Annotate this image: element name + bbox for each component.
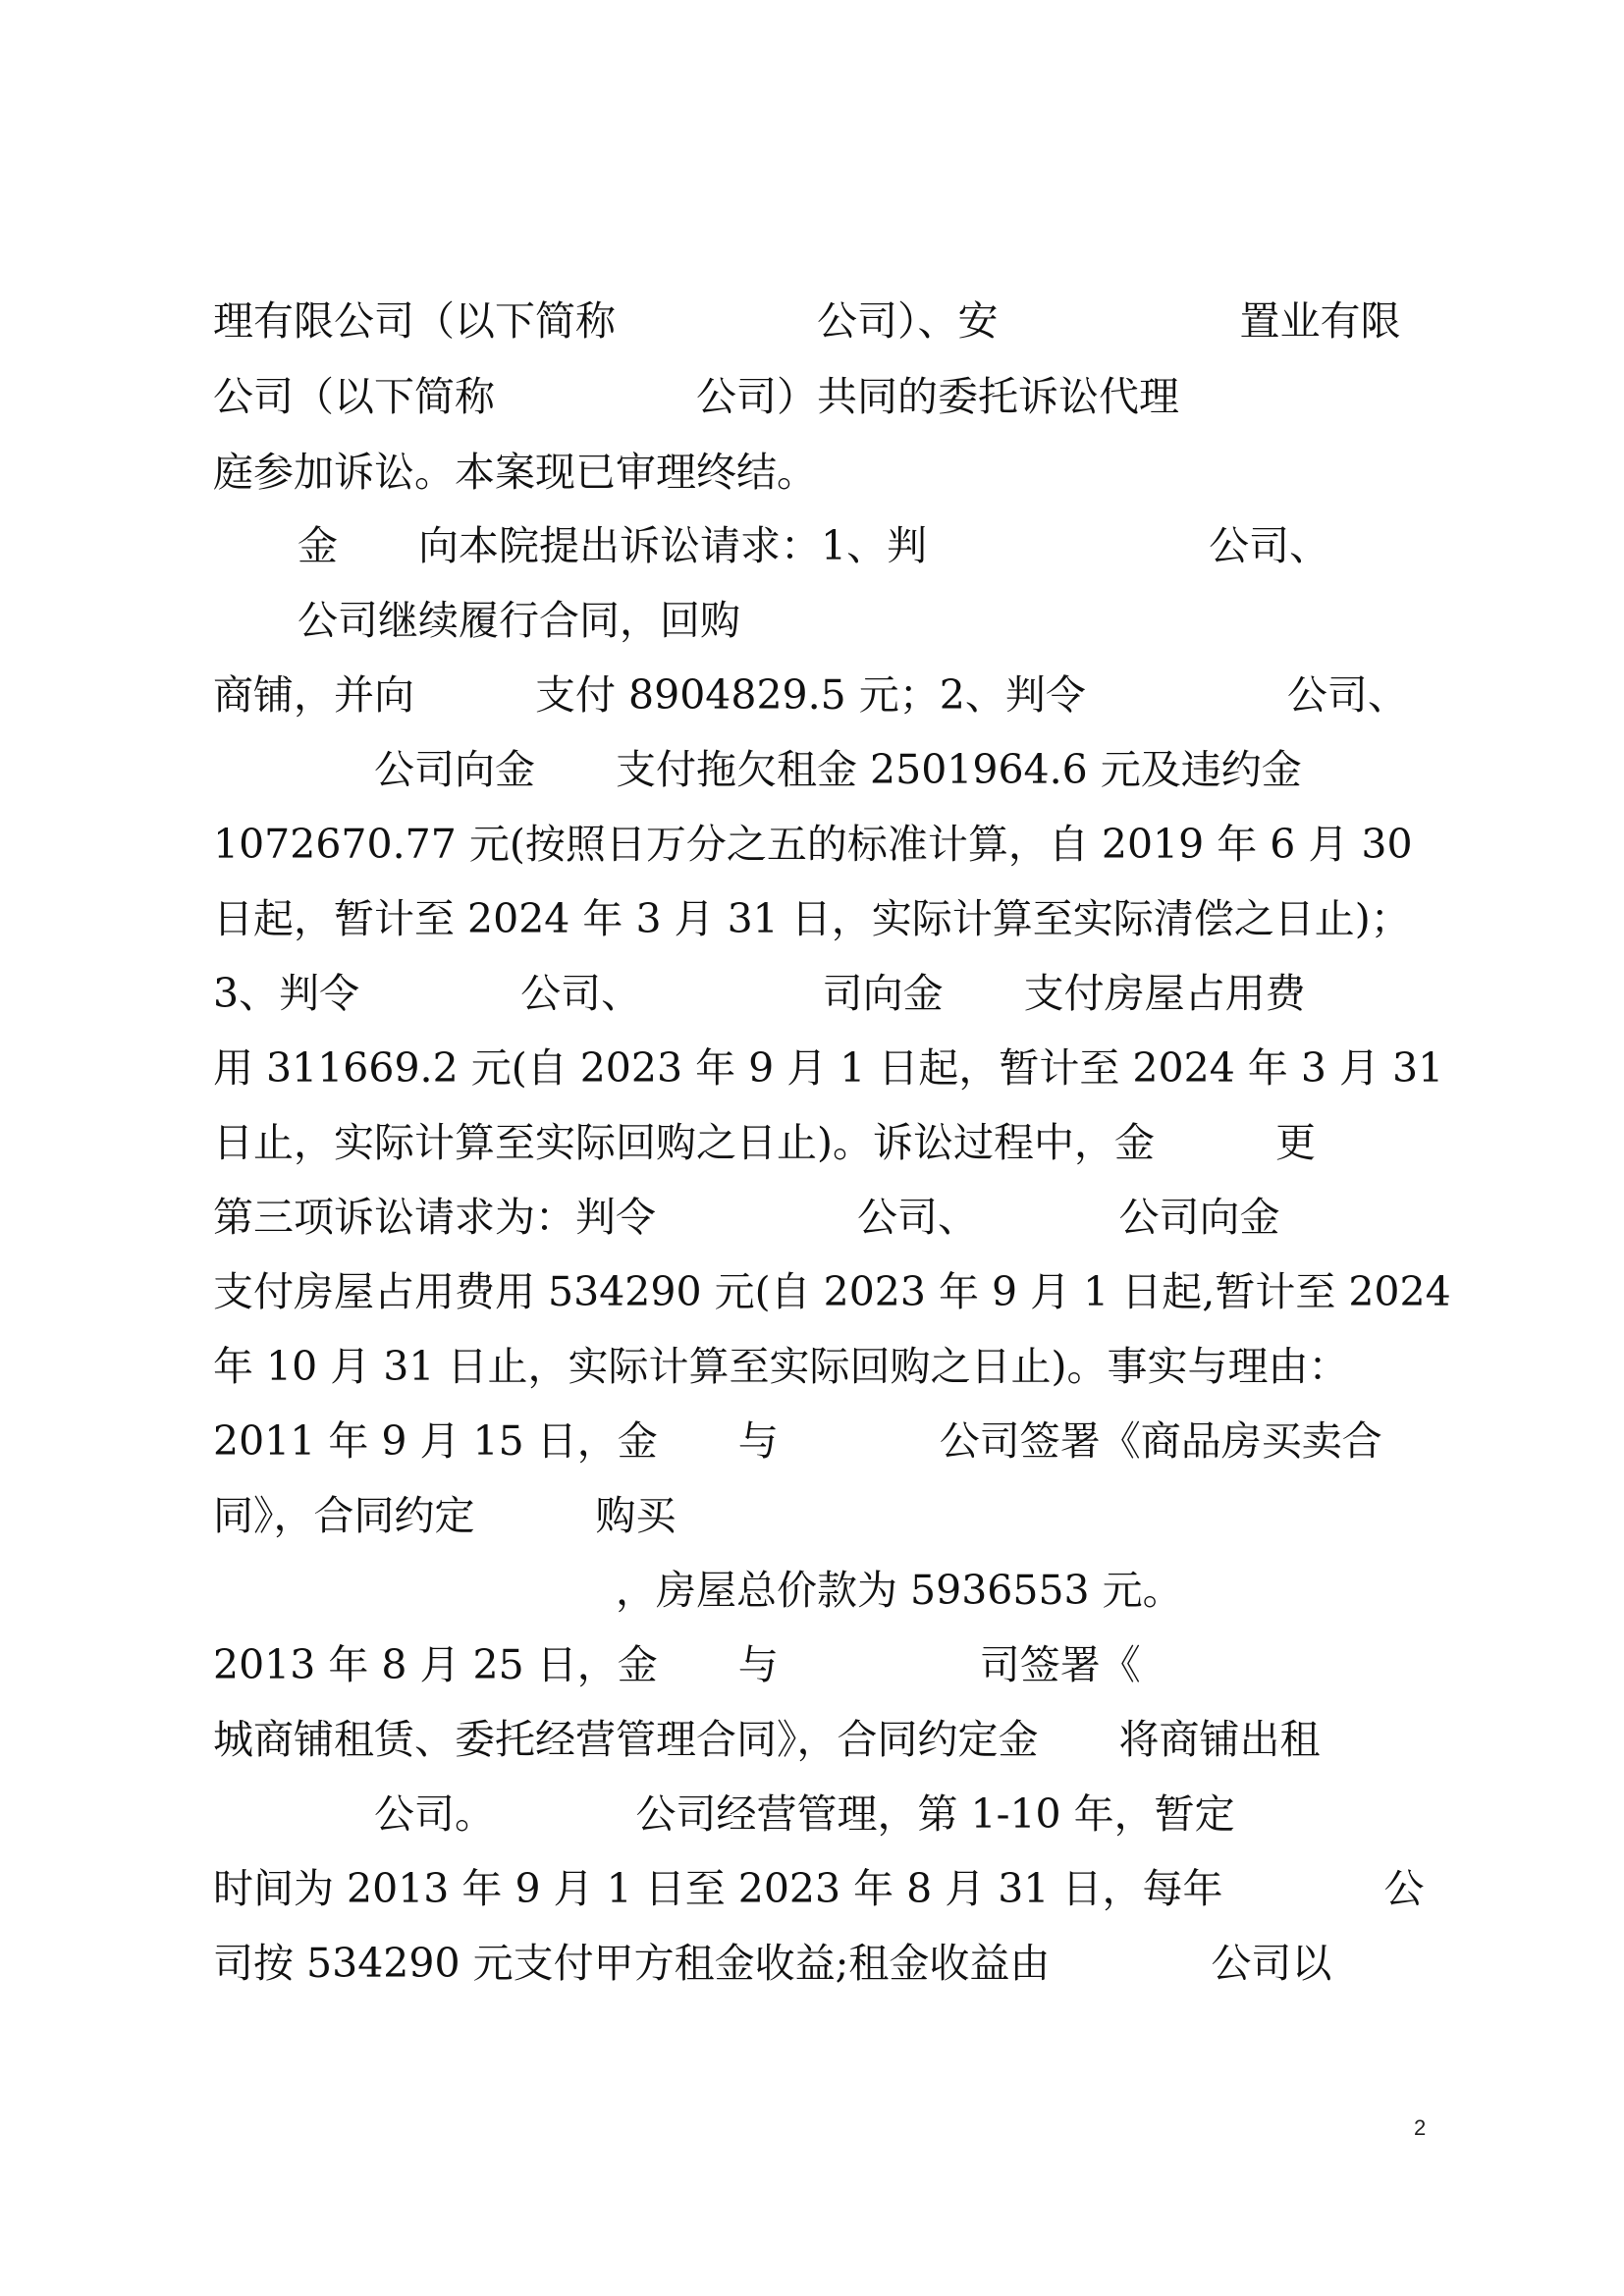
text-line: 同》，合同约定 购买 [213, 1492, 677, 1539]
text-line: 年 10 月 31 日止，实际计算至实际回购之日止)。事实与理由： [213, 1343, 1349, 1390]
text-line: 时间为 2013 年 9 月 1 日至 2023 年 8 月 31 日，每年 公 [213, 1865, 1425, 1912]
text-line: 司按 534290 元支付甲方租金收益;租金收益由 公司以 [213, 1940, 1332, 1987]
text-line: ，房屋总价款为 5936553 元。 [213, 1567, 1183, 1614]
page-number: 2 [1414, 2115, 1427, 2140]
text-line: 商铺，并向 支付 8904829.5 元；2、判令 公司、 [213, 671, 1408, 719]
text-line: 2013 年 8 月 25 日，金 与 司签署《 [213, 1641, 1141, 1688]
text-line: 3、判令 公司、 司向金 支付房屋占用费 [213, 970, 1306, 1017]
text-line: 公司。 公司经营管理，第 1-10 年，暂定 [213, 1790, 1235, 1838]
text-line: 理有限公司（以下简称 公司）、安 置业有限 [213, 297, 1401, 345]
text-line: 金 向本院提出诉讼请求：1、判 公司、 [257, 522, 1330, 569]
text-line: 用 311669.2 元(自 2023 年 9 月 1 日起，暂计至 2024 年 3 月 31 [213, 1044, 1444, 1092]
text-line: 公司继续履行合同，回购 [257, 597, 740, 644]
text-line: 公司向金 支付拖欠租金 2501964.6 元及违约金 [213, 746, 1302, 793]
text-line: 2011 年 9 月 15 日，金 与 公司签署《商品房买卖合 [213, 1417, 1382, 1465]
text-line: 庭参加诉讼。本案现已审理终结。 [213, 449, 817, 496]
text-line: 城商铺租赁、委托经营管理合同》，合同约定金 将商铺出租 [213, 1716, 1321, 1763]
text-line: 日止，实际计算至实际回购之日止)。诉讼过程中，金 更 [213, 1119, 1316, 1166]
text-line: 支付房屋占用费用 534290 元(自 2023 年 9 月 1 日起,暂计至 2024 [213, 1268, 1451, 1315]
text-line: 公司（以下简称 公司）共同的委托诉讼代理 [213, 373, 1179, 420]
text-line: 1072670.77 元(按照日万分之五的标准计算，自 2019 年 6 月 30 [213, 821, 1413, 868]
text-line: 第三项诉讼请求为：判令 公司、 公司向金 [213, 1194, 1280, 1241]
text-line: 日起，暂计至 2024 年 3 月 31 日，实际计算至实际清偿之日止)； [213, 895, 1411, 942]
